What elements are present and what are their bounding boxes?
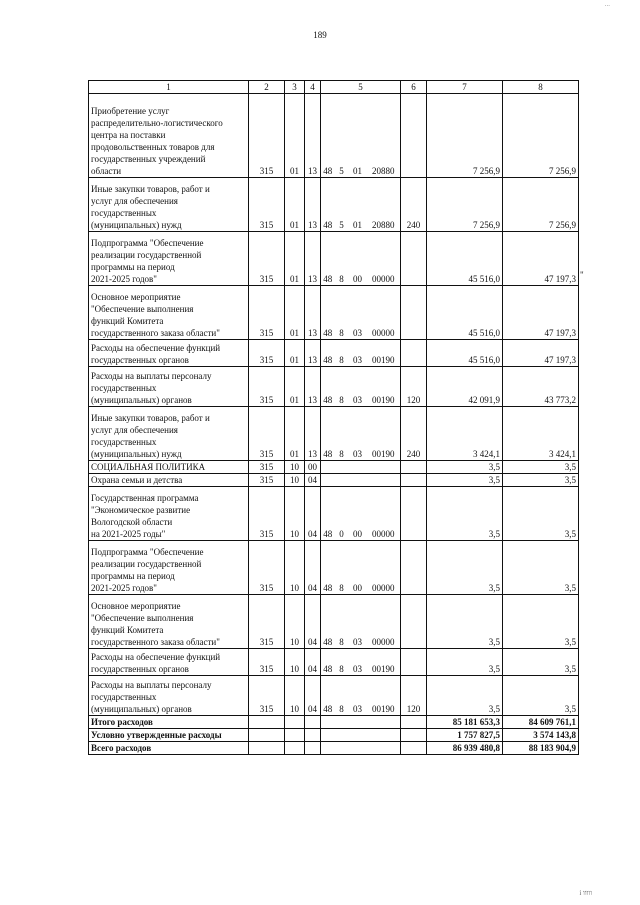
cell-name: Основное мероприятие "Обеспечение выполнения функций Комитета государственного заказа области" xyxy=(89,595,249,649)
cell-c7: 7 256,9 xyxy=(427,94,503,178)
table-row xyxy=(89,94,579,178)
cell-c8: 43 773,2 xyxy=(503,367,579,407)
cell-k4 xyxy=(367,461,401,474)
cell-name: Всего расходов xyxy=(89,742,249,755)
cell-name: Охрана семьи и детства xyxy=(89,474,249,487)
cell-c8: 3 424,1 xyxy=(503,407,579,461)
cell-k4: 00000 xyxy=(367,232,401,286)
cell-c2 xyxy=(249,742,285,755)
cell-k4: 00190 xyxy=(367,676,401,716)
cell-name: Иные закупки товаров, работ и услуг для обеспечения государственных (муниципальных) нужд xyxy=(89,407,249,461)
cell-c2: 315 xyxy=(249,676,285,716)
cell-c6 xyxy=(401,474,427,487)
header-cell: 2 xyxy=(249,81,285,94)
cell-c8: 84 609 761,1 xyxy=(503,716,579,729)
cell-k2 xyxy=(335,729,349,742)
cell-c2: 315 xyxy=(249,595,285,649)
cell-k4: 00000 xyxy=(367,541,401,595)
cell-c3: 10 xyxy=(285,649,305,676)
cell-k2: 8 xyxy=(335,340,349,367)
cell-k3: 00 xyxy=(349,541,367,595)
cell-c8: 47 197,3 xyxy=(503,232,579,286)
cell-k2 xyxy=(335,474,349,487)
cell-k4: 00000 xyxy=(367,487,401,541)
table-row xyxy=(89,286,579,340)
cell-c6: 120 xyxy=(401,676,427,716)
cell-name: Расходы на выплаты персоналу государственных (муниципальных) органов xyxy=(89,367,249,407)
cell-k1: 48 xyxy=(321,232,335,286)
cell-c7: 3,5 xyxy=(427,541,503,595)
cell-name: Условно утвержденные расходы xyxy=(89,729,249,742)
cell-name: Иные закупки товаров, работ и услуг для обеспечения государственных (муниципальных) нужд xyxy=(89,178,249,232)
cell-k4: 00190 xyxy=(367,340,401,367)
cell-c2: 315 xyxy=(249,407,285,461)
cell-k4 xyxy=(367,474,401,487)
table-row xyxy=(89,474,579,487)
cell-c3: 10 xyxy=(285,487,305,541)
cell-name: Расходы на выплаты персоналу государственных (муниципальных) органов xyxy=(89,676,249,716)
cell-k3: 00 xyxy=(349,487,367,541)
footer-mark: i ווווו xyxy=(579,889,592,897)
cell-c3 xyxy=(285,716,305,729)
cell-name: Приобретение услуг распределительно-логистического центра на поставки продовольственных товаров для государственных учреждений области xyxy=(89,94,249,178)
cell-k1 xyxy=(321,742,335,755)
table-row xyxy=(89,232,579,286)
cell-c6 xyxy=(401,286,427,340)
cell-name: Государственная программа "Экономическое развитие Вологодской области на 2021-2025 годы" xyxy=(89,487,249,541)
cell-c8: 3 574 143,8 xyxy=(503,729,579,742)
cell-k3 xyxy=(349,742,367,755)
table-row xyxy=(89,541,579,595)
cell-c8: 3,5 xyxy=(503,595,579,649)
cell-k1 xyxy=(321,729,335,742)
cell-c8: 88 183 904,9 xyxy=(503,742,579,755)
cell-c4: 04 xyxy=(305,474,321,487)
cell-c7: 3,5 xyxy=(427,461,503,474)
cell-c7: 85 181 653,3 xyxy=(427,716,503,729)
cell-c2: 315 xyxy=(249,487,285,541)
corner-mark: ... xyxy=(604,0,610,8)
cell-c7: 3 424,1 xyxy=(427,407,503,461)
header-cell: 3 xyxy=(285,81,305,94)
cell-k3 xyxy=(349,461,367,474)
cell-c3: 01 xyxy=(285,232,305,286)
header-cell: 6 xyxy=(401,81,427,94)
cell-name: Расходы на обеспечение функций государственных органов xyxy=(89,340,249,367)
cell-k1 xyxy=(321,716,335,729)
cell-name: Итого расходов xyxy=(89,716,249,729)
cell-k4: 20880 xyxy=(367,178,401,232)
cell-c6 xyxy=(401,595,427,649)
cell-k2: 8 xyxy=(335,232,349,286)
table-row xyxy=(89,742,579,755)
cell-c3 xyxy=(285,729,305,742)
cell-c4 xyxy=(305,716,321,729)
cell-c3: 10 xyxy=(285,541,305,595)
cell-k4 xyxy=(367,742,401,755)
cell-name: Расходы на обеспечение функций государственных органов xyxy=(89,649,249,676)
cell-c3 xyxy=(285,742,305,755)
cell-k4: 00000 xyxy=(367,286,401,340)
cell-k1: 48 xyxy=(321,407,335,461)
cell-name: Подпрограмма "Обеспечение реализации государственной программы на период 2021-2025 годов" xyxy=(89,541,249,595)
cell-c3: 01 xyxy=(285,178,305,232)
cell-c6 xyxy=(401,232,427,286)
cell-c2: 315 xyxy=(249,94,285,178)
cell-k3: 01 xyxy=(349,178,367,232)
cell-k2: 5 xyxy=(335,178,349,232)
cell-k1: 48 xyxy=(321,487,335,541)
cell-k2: 8 xyxy=(335,595,349,649)
cell-c7: 42 091,9 xyxy=(427,367,503,407)
header-cell: 1 xyxy=(89,81,249,94)
cell-c7: 86 939 480,8 xyxy=(427,742,503,755)
cell-c7: 3,5 xyxy=(427,487,503,541)
table-row xyxy=(89,729,579,742)
header-cell: 8 xyxy=(503,81,579,94)
cell-c2: 315 xyxy=(249,340,285,367)
cell-c4: 13 xyxy=(305,232,321,286)
cell-k1: 48 xyxy=(321,94,335,178)
cell-c4: 04 xyxy=(305,595,321,649)
cell-c6: 120 xyxy=(401,367,427,407)
cell-c2: 315 xyxy=(249,649,285,676)
header-cell: 5 xyxy=(321,81,401,94)
cell-c6 xyxy=(401,729,427,742)
cell-k3: 00 xyxy=(349,232,367,286)
cell-k1: 48 xyxy=(321,340,335,367)
cell-k3: 03 xyxy=(349,340,367,367)
cell-k4 xyxy=(367,729,401,742)
budget-table xyxy=(88,80,579,755)
cell-c4: 13 xyxy=(305,178,321,232)
header-row xyxy=(89,81,579,94)
cell-c6: 240 xyxy=(401,407,427,461)
cell-k3: 03 xyxy=(349,407,367,461)
cell-c4 xyxy=(305,742,321,755)
cell-c3: 10 xyxy=(285,676,305,716)
cell-c7: 45 516,0 xyxy=(427,340,503,367)
cell-c2: 315 xyxy=(249,232,285,286)
cell-k1: 48 xyxy=(321,367,335,407)
cell-c7: 45 516,0 xyxy=(427,286,503,340)
cell-c2: 315 xyxy=(249,474,285,487)
cell-c6: 240 xyxy=(401,178,427,232)
cell-k2: 8 xyxy=(335,367,349,407)
cell-c3: 10 xyxy=(285,474,305,487)
cell-k4: 00190 xyxy=(367,407,401,461)
cell-c7: 7 256,9 xyxy=(427,178,503,232)
cell-k1: 48 xyxy=(321,676,335,716)
header-cell: 7 xyxy=(427,81,503,94)
table-row xyxy=(89,340,579,367)
cell-k2 xyxy=(335,461,349,474)
cell-c4: 13 xyxy=(305,340,321,367)
table-row xyxy=(89,676,579,716)
cell-c7: 1 757 827,5 xyxy=(427,729,503,742)
cell-k3: 03 xyxy=(349,649,367,676)
cell-c8: 3,5 xyxy=(503,676,579,716)
cell-c3: 01 xyxy=(285,367,305,407)
cell-c8: 47 197,3 xyxy=(503,340,579,367)
cell-c8: 3,5 xyxy=(503,487,579,541)
table-row xyxy=(89,367,579,407)
cell-c8: 3,5 xyxy=(503,541,579,595)
cell-name: СОЦИАЛЬНАЯ ПОЛИТИКА xyxy=(89,461,249,474)
cell-c2 xyxy=(249,716,285,729)
cell-c4: 04 xyxy=(305,649,321,676)
cell-c8: 3,5 xyxy=(503,461,579,474)
cell-k1: 48 xyxy=(321,286,335,340)
cell-k2: 8 xyxy=(335,286,349,340)
cell-c6 xyxy=(401,487,427,541)
cell-c7: 3,5 xyxy=(427,649,503,676)
table-row xyxy=(89,487,579,541)
cell-k3: 03 xyxy=(349,676,367,716)
cell-c2: 315 xyxy=(249,541,285,595)
table-body xyxy=(89,94,579,755)
cell-k4: 00190 xyxy=(367,649,401,676)
cell-k4 xyxy=(367,716,401,729)
table-row xyxy=(89,595,579,649)
cell-k3: 03 xyxy=(349,595,367,649)
cell-c6 xyxy=(401,340,427,367)
cell-c8: 7 256,9 xyxy=(503,94,579,178)
cell-k2 xyxy=(335,716,349,729)
cell-c2: 315 xyxy=(249,286,285,340)
cell-c6 xyxy=(401,461,427,474)
cell-c4: 04 xyxy=(305,541,321,595)
cell-c4: 00 xyxy=(305,461,321,474)
cell-c4: 04 xyxy=(305,676,321,716)
cell-k3: 03 xyxy=(349,367,367,407)
cell-name: Подпрограмма "Обеспечение реализации государственной программы на период 2021-2025 годов" xyxy=(89,232,249,286)
cell-c6 xyxy=(401,716,427,729)
cell-c8: 47 197,3 xyxy=(503,286,579,340)
cell-c2 xyxy=(249,729,285,742)
cell-k2 xyxy=(335,742,349,755)
cell-c4: 13 xyxy=(305,367,321,407)
cell-k1 xyxy=(321,474,335,487)
cell-c4: 13 xyxy=(305,286,321,340)
cell-k2: 0 xyxy=(335,487,349,541)
cell-k1 xyxy=(321,461,335,474)
cell-c6 xyxy=(401,742,427,755)
cell-c2: 315 xyxy=(249,178,285,232)
cell-c7: 3,5 xyxy=(427,474,503,487)
cell-k2: 8 xyxy=(335,407,349,461)
table-row xyxy=(89,407,579,461)
page-number: 189 xyxy=(313,30,327,40)
cell-c7: 45 516,0 xyxy=(427,232,503,286)
cell-c3: 01 xyxy=(285,286,305,340)
table-row xyxy=(89,649,579,676)
cell-c8: 3,5 xyxy=(503,474,579,487)
cell-c3: 01 xyxy=(285,340,305,367)
cell-c3: 10 xyxy=(285,461,305,474)
cell-k2: 8 xyxy=(335,649,349,676)
cell-name: Основное мероприятие "Обеспечение выполнения функций Комитета государственного заказа области" xyxy=(89,286,249,340)
cell-c4: 04 xyxy=(305,487,321,541)
cell-c7: 3,5 xyxy=(427,676,503,716)
cell-k1: 48 xyxy=(321,595,335,649)
cell-c6 xyxy=(401,94,427,178)
table-row xyxy=(89,716,579,729)
cell-c3: 10 xyxy=(285,595,305,649)
cell-c4: 13 xyxy=(305,407,321,461)
header-cell: 4 xyxy=(305,81,321,94)
cell-c7: 3,5 xyxy=(427,595,503,649)
stray-mark: " xyxy=(580,270,584,280)
cell-c8: 3,5 xyxy=(503,649,579,676)
cell-k3 xyxy=(349,729,367,742)
table-row xyxy=(89,178,579,232)
cell-c3: 01 xyxy=(285,94,305,178)
cell-k1: 48 xyxy=(321,649,335,676)
cell-k3: 03 xyxy=(349,286,367,340)
cell-k2: 5 xyxy=(335,94,349,178)
cell-c2: 315 xyxy=(249,461,285,474)
cell-k4: 00190 xyxy=(367,367,401,407)
cell-c8: 7 256,9 xyxy=(503,178,579,232)
cell-c2: 315 xyxy=(249,367,285,407)
cell-c6 xyxy=(401,649,427,676)
cell-k4: 20880 xyxy=(367,94,401,178)
cell-k2: 8 xyxy=(335,676,349,716)
cell-k2: 8 xyxy=(335,541,349,595)
cell-k4: 00000 xyxy=(367,595,401,649)
cell-c3: 01 xyxy=(285,407,305,461)
cell-k3 xyxy=(349,474,367,487)
table-row xyxy=(89,461,579,474)
cell-c6 xyxy=(401,541,427,595)
cell-k1: 48 xyxy=(321,178,335,232)
cell-c4 xyxy=(305,729,321,742)
cell-k1: 48 xyxy=(321,541,335,595)
cell-c4: 13 xyxy=(305,94,321,178)
cell-k3 xyxy=(349,716,367,729)
cell-k3: 01 xyxy=(349,94,367,178)
